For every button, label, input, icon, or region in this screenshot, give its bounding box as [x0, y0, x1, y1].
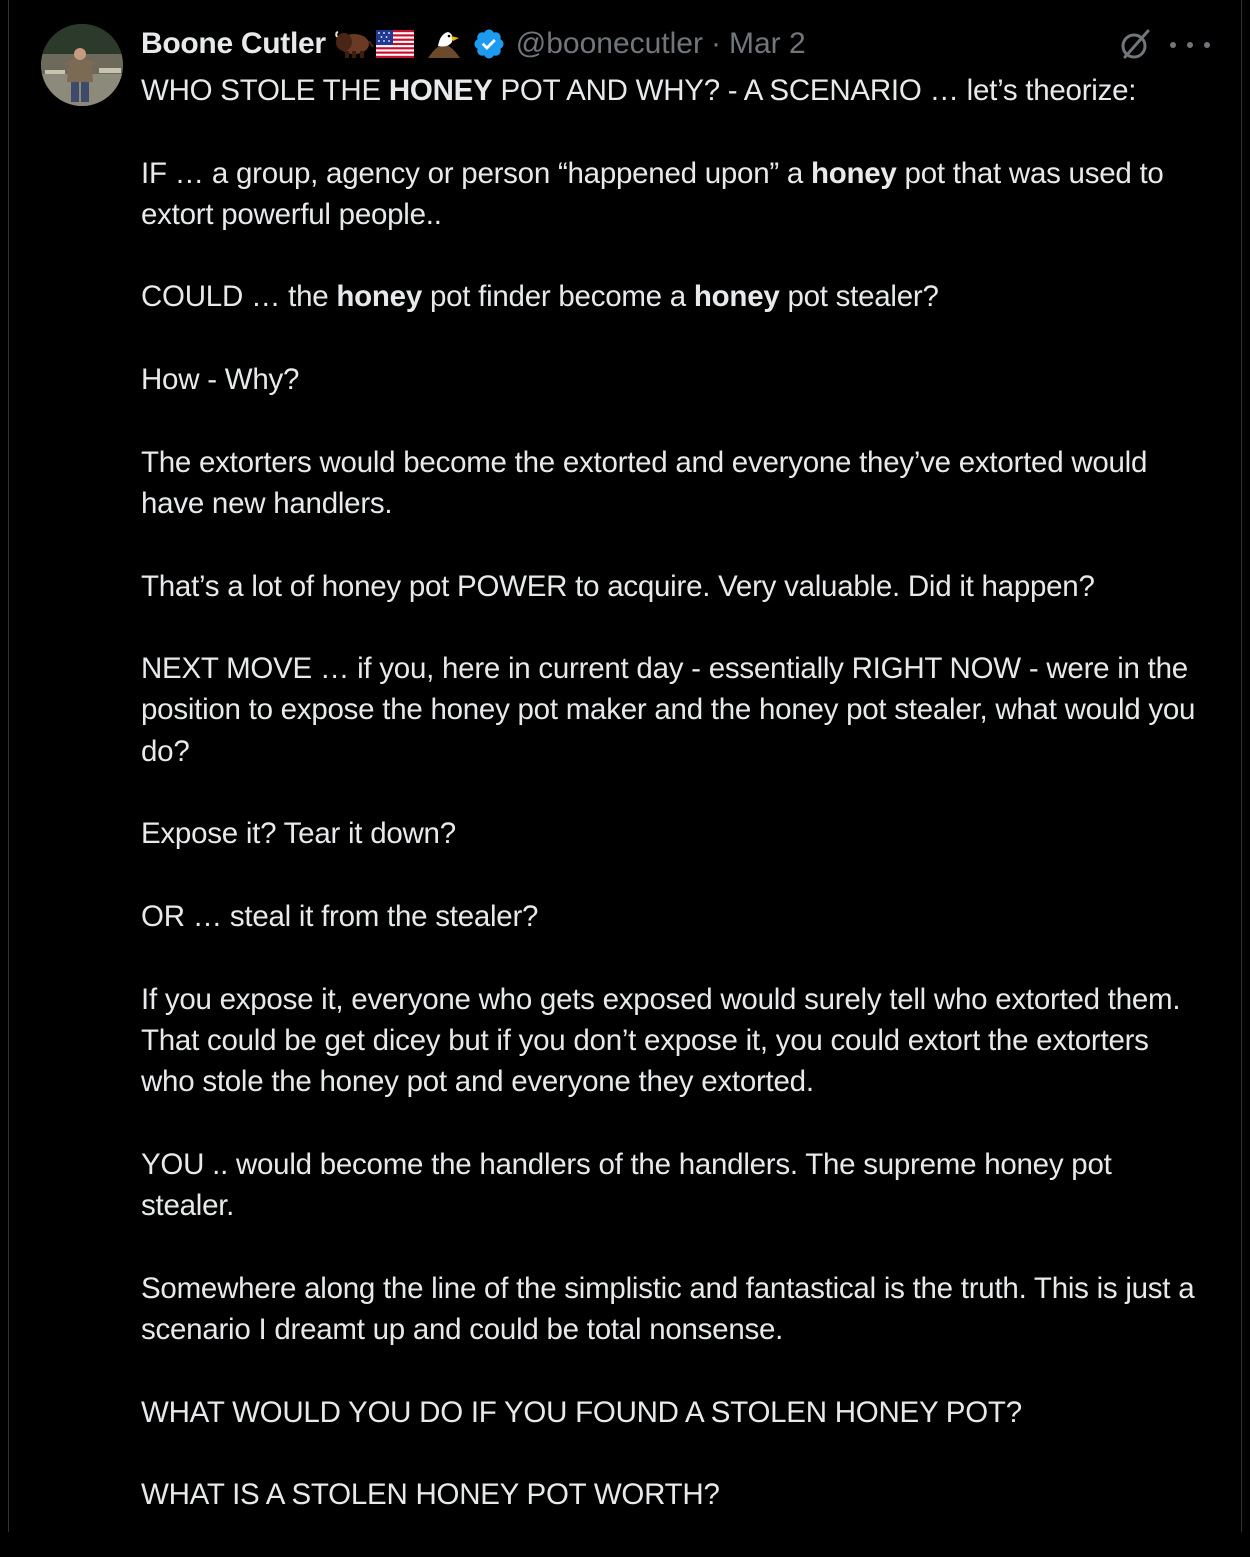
more-icon-dot — [1204, 42, 1210, 48]
us-flag-icon — [376, 30, 414, 58]
verified-badge-icon[interactable] — [472, 27, 506, 61]
paragraph: That’s a lot of honey pot POWER to acquire. Very valuable. Did it happen? — [141, 569, 1095, 603]
paragraph: WHAT IS A STOLEN HONEY POT WORTH? — [141, 1478, 720, 1512]
paragraph: How - Why? — [141, 363, 300, 397]
author-handle[interactable]: @boonecutler — [515, 27, 703, 60]
avatar[interactable] — [41, 24, 123, 106]
paragraph: If you expose it, everyone who gets exposed would surely tell who extorted them. That could be get dicey but if you don’t expose it, you could extort the extorters who stole the honey pot and everyone they extorted. — [141, 982, 1181, 1099]
paragraph: IF … a group, agency or person “happened upon” a honey pot that was used to extort powerful people.. — [141, 156, 1164, 231]
avatar-photo — [41, 24, 123, 106]
paragraph: Expose it? Tear it down? — [141, 817, 456, 851]
paragraph: COULD … the honey pot finder become a honey pot stealer? — [141, 280, 939, 314]
eagle-icon — [424, 28, 464, 60]
paragraph: OR … steal it from the stealer? — [141, 899, 539, 933]
bison-icon — [334, 29, 374, 59]
paragraph: WHAT WOULD YOU DO IF YOU FOUND A STOLEN HONEY POT? — [141, 1395, 1022, 1429]
paragraph: Somewhere along the line of the simplistic and fantastical is the truth. This is just a scenario I dreamt up and could be total nonsense. — [141, 1271, 1195, 1346]
name-emojis — [334, 27, 506, 61]
grok-button[interactable] — [1117, 27, 1153, 63]
more-icon-dot — [1187, 42, 1193, 48]
paragraph: The extorters would become the extorted and everyone they’ve extorted would have new handlers. — [141, 445, 1148, 520]
post-text — [141, 70, 1216, 1557]
post-header — [141, 22, 806, 66]
post-date[interactable]: Mar 2 — [729, 27, 806, 60]
grok-icon — [1117, 27, 1153, 63]
paragraph: YOU .. would become the handlers of the handlers. The supreme honey pot stealer. — [141, 1147, 1112, 1223]
more-options-button[interactable] — [1170, 30, 1210, 60]
paragraph: NEXT MOVE … if you, here in current day - essentially RIGHT NOW - were in the position to expose the honey pot maker and the honey pot stealer, what would you do? — [141, 652, 1196, 768]
author-name[interactable]: Boone Cutler — [141, 27, 326, 60]
more-icon-dot — [1170, 42, 1176, 48]
separator-dot: · — [711, 27, 721, 60]
paragraph: WHO STOLE THE HONEY POT AND WHY? - A SCENARIO … let’s theorize: — [141, 74, 1137, 107]
